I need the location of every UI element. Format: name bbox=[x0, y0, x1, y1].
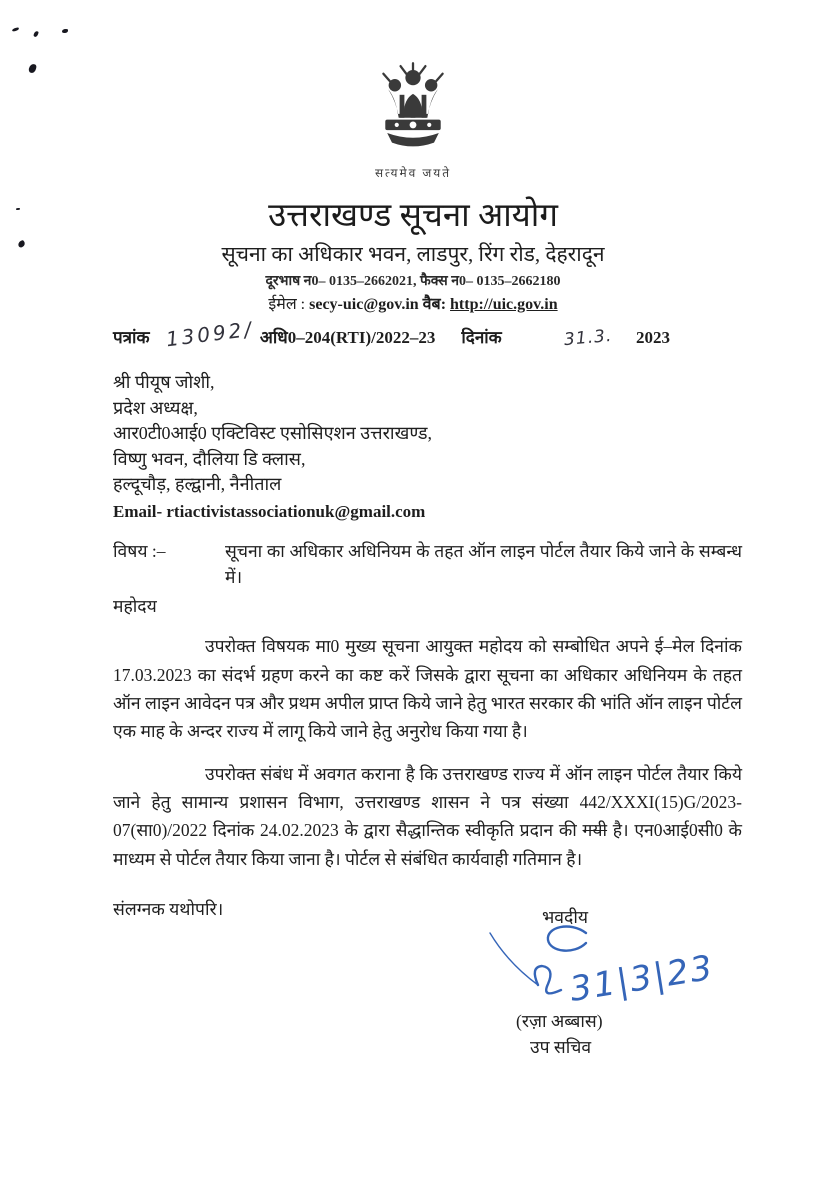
handwritten-sign-date: 31|3|23 bbox=[567, 947, 717, 1010]
paragraph-1: उपरोक्त विषयक मा0 मुख्य सूचना आयुक्त महोदय को सम्बोधित अपने ई–मेल दिनांक 17.03.2023 का संदर्भ ग्रहण करने का कष्ट करें जिसके द्वारा सूचना का अधिकार अधिनियम के तहत ऑन लाइन आवेदन पत्र और प्रथम अपील प्राप्त किये जाने हेतु भारत सरकार की भांति ऑन लाइन पोर्टल एक माह के अन्दर राज्य में लागू किये जाने हेतु अनुरोध किया गया है। bbox=[113, 636, 742, 742]
valediction: भवदीय bbox=[542, 907, 589, 927]
signatory-name: (रज़ा अब्बास) bbox=[516, 1011, 603, 1031]
website-url: http://uic.gov.in bbox=[450, 296, 558, 313]
reference-line bbox=[113, 316, 742, 352]
handwritten-date: 31.3. bbox=[562, 325, 613, 351]
email-web-line bbox=[0, 292, 826, 314]
subject-label: विषय :– bbox=[113, 540, 166, 561]
enclosure-note: संलग्नक यथोपरि। bbox=[113, 899, 224, 920]
handwritten-ref-number: 13092/ bbox=[164, 316, 255, 352]
addressee-line: विष्णु भवन, दौलिया डि क्लास, bbox=[113, 448, 306, 469]
addressee-line: प्रदेश अध्यक्ष, bbox=[113, 397, 198, 418]
addressee-block bbox=[113, 370, 742, 524]
date-label: दिनांक bbox=[461, 328, 502, 347]
paragraph-2-text: है। एन0आई0सी0 के माध्यम से पोर्टल तैयार किया जाना है। पोर्टल से संबंधित कार्यवाही गतिमान है। bbox=[113, 820, 742, 869]
email-label: ईमेल : bbox=[268, 296, 310, 313]
emblem-of-india-icon bbox=[0, 62, 826, 162]
web-label: वैब: bbox=[418, 296, 451, 313]
letterhead bbox=[0, 0, 826, 314]
signatory-designation: उप सचिव bbox=[530, 1037, 592, 1057]
emblem-motto: सत्यमेव जयते bbox=[374, 166, 452, 180]
paragraph-2-text: उपरोक्त संबंध में अवगत कराना है कि उत्तराखण्ड राज्य में ऑन लाइन पोर्टल तैयार किये जाने हेतु सामान्य प्रशासन विभाग, उत्तराखण्ड शासन ने पत्र संख्या 442/XXXI(15)G/2023-07(सा0)/2022 दिनांक 24.02.2023 के द्वारा सैद्धान्तिक स्वीकृति प्रदान की bbox=[113, 763, 742, 841]
letter-body bbox=[0, 316, 826, 921]
organisation-name: उत्तराखण्ड सूचना आयोग bbox=[268, 198, 558, 234]
email-address: secy-uic@gov.in bbox=[309, 296, 419, 313]
signature-ink bbox=[468, 921, 758, 1021]
subject-text: सूचना का अधिकार अधिनियम के तहत ऑन लाइन पोर्टल तैयार किये जाने के सम्बन्ध में। bbox=[225, 540, 742, 588]
addressee-line: आर0टी0आई0 एक्टिविस्ट एसोसिएशन उत्तराखण्ड, bbox=[113, 423, 432, 444]
closing-block bbox=[450, 905, 770, 1075]
ref-number-typed: अधि0–204(RTI)/2022–23 bbox=[259, 328, 436, 347]
addressee-line: हल्दूचौड़, हल्द्वानी, नैनीताल bbox=[113, 474, 282, 495]
subject-row bbox=[113, 538, 742, 591]
salutation: महोदय bbox=[113, 596, 157, 617]
struck-word: गयी bbox=[582, 820, 608, 841]
date-year: 2023 bbox=[636, 328, 670, 347]
addressee-email: Email- rtiactivistassociationuk@gmail.com bbox=[113, 501, 426, 521]
organisation-address: सूचना का अधिकार भवन, लाडपुर, रिंग रोड, देहरादून bbox=[221, 242, 605, 266]
phone-fax-line: दूरभाष न0– 0135–2662021, फैक्स न0– 0135–2662180 bbox=[265, 274, 561, 289]
ref-label: पत्रांक bbox=[113, 328, 150, 347]
addressee-line: श्री पीयूष जोशी, bbox=[113, 372, 215, 392]
paragraph-2 bbox=[113, 760, 742, 873]
